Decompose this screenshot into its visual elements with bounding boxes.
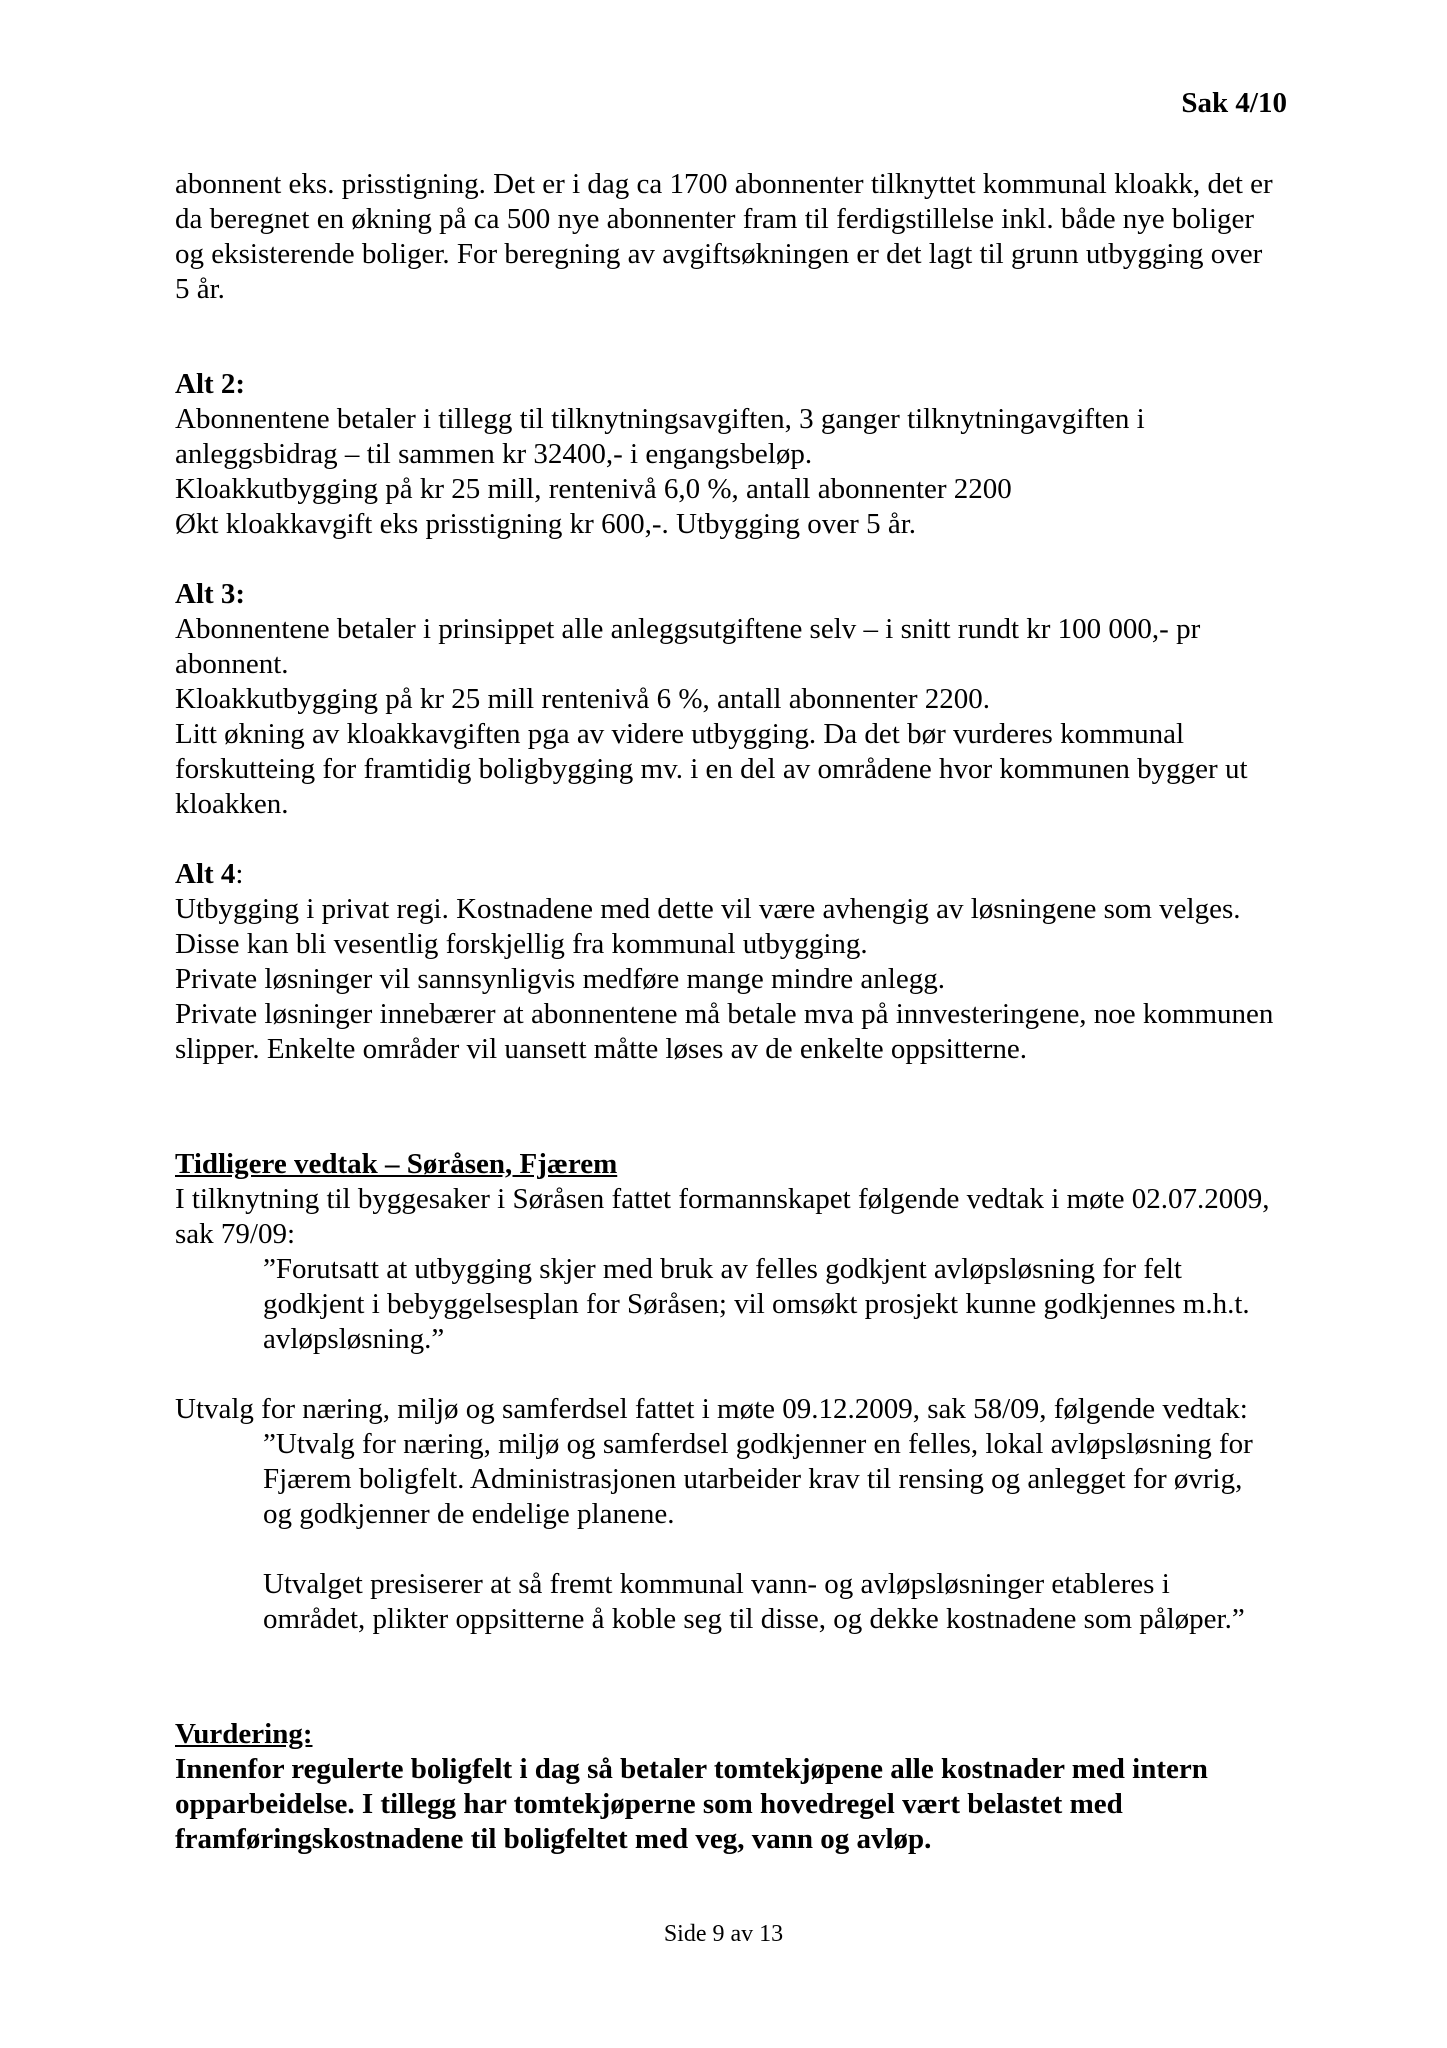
text-line: Økt kloakkavgift eks prisstigning kr 600,-. Utbygging over 5 år. bbox=[175, 508, 917, 540]
text-line: sak 79/09: bbox=[175, 1218, 296, 1250]
quote-line: godkjent i bebyggelsesplan for Søråsen; vil omsøkt prosjekt kunne godkjennes m.h.t. bbox=[263, 1288, 1250, 1320]
text-line: slipper. Enkelte områder vil uansett måtte løses av de enkelte oppsitterne. bbox=[175, 1033, 1028, 1065]
text-line: Litt økning av kloakkavgiften pga av videre utbygging. Da det bør vurderes kommunal bbox=[175, 718, 1185, 750]
text-line: Disse kan bli vesentlig forskjellig fra kommunal utbygging. bbox=[175, 928, 868, 960]
case-reference: Sak 4/10 bbox=[1181, 87, 1287, 119]
text-line: opparbeidelse. I tillegg har tomtekjøperne som hovedregel vært belastet med bbox=[175, 1788, 1123, 1820]
text-line: I tilknytning til byggesaker i Søråsen fattet formannskapet følgende vedtak i møte 02.07.2009, bbox=[175, 1183, 1270, 1215]
alt3-heading: Alt 3: bbox=[175, 578, 246, 610]
text-line: abonnent eks. prisstigning. Det er i dag ca 1700 abonnenter tilknyttet kommunal kloakk, det er bbox=[175, 168, 1273, 200]
text-line: Abonnentene betaler i tillegg til tilknytningsavgiften, 3 ganger tilknytningavgiften i bbox=[175, 403, 1145, 435]
text-line: 5 år. bbox=[175, 273, 225, 305]
quote-line: avløpsløsning.” bbox=[263, 1323, 445, 1355]
page-number: Side 9 av 13 bbox=[663, 1921, 784, 1947]
previous-decisions-heading: Tidligere vedtak – Søråsen, Fjærem bbox=[175, 1148, 618, 1180]
previous-decisions-section bbox=[175, 1147, 1305, 1637]
document-body bbox=[175, 167, 1305, 1857]
text-line: Private løsninger vil sannsynligvis medføre mange mindre anlegg. bbox=[175, 963, 945, 995]
quote-soraasen bbox=[175, 1252, 1305, 1357]
assessment-section bbox=[175, 1717, 1305, 1857]
text-line: og eksisterende boliger. For beregning av avgiftsøkningen er det lagt til grunn utbygging over bbox=[175, 238, 1263, 270]
alt4-section bbox=[175, 857, 1305, 1067]
text-line: anleggsbidrag – til sammen kr 32400,- i engangsbeløp. bbox=[175, 438, 813, 470]
quote-line: ”Utvalg for næring, miljø og samferdsel godkjenner en felles, lokal avløpsløsning for bbox=[263, 1428, 1253, 1460]
text-line: Utbygging i privat regi. Kostnadene med dette vil være avhengig av løsningene som velges. bbox=[175, 893, 1241, 925]
text-line: forskutteing for framtidig boligbygging mv. i en del av områdene hvor kommunen bygger ut bbox=[175, 753, 1248, 785]
quote-fjaerem bbox=[175, 1427, 1305, 1637]
alt2-heading: Alt 2: bbox=[175, 368, 246, 400]
assessment-heading: Vurdering: bbox=[175, 1718, 313, 1750]
text-line: Kloakkutbygging på kr 25 mill, rentenivå 6,0 %, antall abonnenter 2200 bbox=[175, 473, 1012, 505]
quote-line: Utvalget presiserer at så fremt kommunal vann- og avløpsløsninger etableres i bbox=[263, 1568, 1170, 1600]
text-line: Utvalg for næring, miljø og samferdsel fattet i møte 09.12.2009, sak 58/09, følgende vedtak: bbox=[175, 1393, 1248, 1425]
text-line: abonnent. bbox=[175, 648, 289, 680]
quote-line: ”Forutsatt at utbygging skjer med bruk av felles godkjent avløpsløsning for felt bbox=[263, 1253, 1182, 1285]
alt2-section bbox=[175, 367, 1305, 542]
quote-line: og godkjenner de endelige planene. bbox=[263, 1498, 675, 1530]
alt4-heading: Alt 4 bbox=[175, 858, 236, 890]
intro-paragraph bbox=[175, 167, 1305, 307]
text-line: kloakken. bbox=[175, 788, 289, 820]
text-line: Innenfor regulerte boligfelt i dag så betaler tomtekjøpene alle kostnader med intern bbox=[175, 1753, 1208, 1785]
text-line: Private løsninger innebærer at abonnentene må betale mva på innvesteringene, noe kommunen bbox=[175, 998, 1274, 1030]
text-line: Kloakkutbygging på kr 25 mill rentenivå 6 %, antall abonnenter 2200. bbox=[175, 683, 991, 715]
quote-line: området, plikter oppsitterne å koble seg til disse, og dekke kostnadene som påløper.” bbox=[263, 1603, 1245, 1635]
quote-line: Fjærem boligfelt. Administrasjonen utarbeider krav til rensing og anlegget for øvrig, bbox=[263, 1463, 1243, 1495]
text-line: da beregnet en økning på ca 500 nye abonnenter fram til ferdigstillelse inkl. både nye boliger bbox=[175, 203, 1255, 235]
alt3-section bbox=[175, 577, 1305, 822]
alt4-heading-colon: : bbox=[235, 858, 244, 890]
text-line: Abonnentene betaler i prinsippet alle anleggsutgiftene selv – i snitt rundt kr 100 000,- pr bbox=[175, 613, 1201, 645]
alt4-heading-line bbox=[175, 857, 1305, 892]
text-line: framføringskostnadene til boligfeltet med veg, vann og avløp. bbox=[175, 1823, 932, 1855]
